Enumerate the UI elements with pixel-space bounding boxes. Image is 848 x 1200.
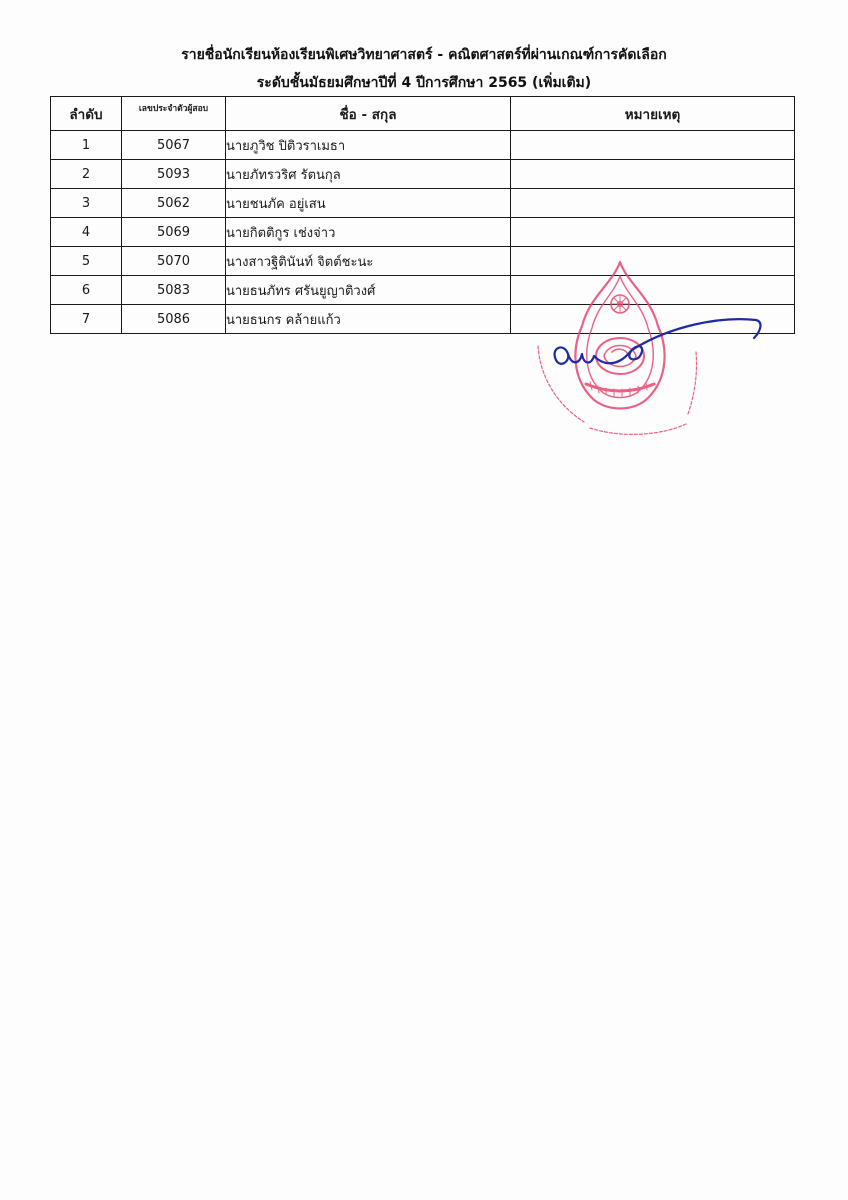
- cell-name: นางสาวฐิตินันท์ จิตต์ชะนะ: [226, 247, 511, 276]
- document-subtitle: ระดับชั้นมัธยมศึกษาปีที่ 4 ปีการศึกษา 2565 (เพิ่มเติม): [256, 75, 592, 91]
- cell-exam-id: 5086: [122, 305, 226, 334]
- cell-order: 3: [51, 189, 122, 218]
- table-header-row: [51, 97, 795, 131]
- stamp-area: [520, 256, 770, 456]
- cell-order: 2: [51, 160, 122, 189]
- cell-name: นายภูวิช ปิติวราเมธา: [226, 131, 511, 160]
- cell-note: [511, 189, 795, 218]
- header-name: ชื่อ - สกุล: [226, 97, 511, 131]
- table-row: [51, 218, 795, 247]
- cell-name: นายธนกร คล้ายแก้ว: [226, 305, 511, 334]
- cell-exam-id: 5083: [122, 276, 226, 305]
- cell-note: [511, 131, 795, 160]
- header-order: ลำดับ: [51, 97, 122, 131]
- cell-order: 1: [51, 131, 122, 160]
- school-seal-icon: [520, 256, 770, 456]
- cell-name: นายกิตติกูร เช่งจ่าว: [226, 218, 511, 247]
- cell-note: [511, 160, 795, 189]
- cell-exam-id: 5062: [122, 189, 226, 218]
- cell-order: 4: [51, 218, 122, 247]
- cell-note: [511, 218, 795, 247]
- cell-name: นายชนภัค อยู่เสน: [226, 189, 511, 218]
- cell-exam-id: 5093: [122, 160, 226, 189]
- table-row: [51, 131, 795, 160]
- cell-name: นายภัทรวริศ รัตนกุล: [226, 160, 511, 189]
- header-exam-id: เลขประจำตัวผู้สอบ: [122, 97, 226, 131]
- table-row: [51, 189, 795, 218]
- table-row: [51, 160, 795, 189]
- cell-exam-id: 5067: [122, 131, 226, 160]
- cell-name: นายธนภัทร ศรันยูญาติวงศ์: [226, 276, 511, 305]
- document-title: รายชื่อนักเรียนห้องเรียนพิเศษวิทยาศาสตร์ - คณิตศาสตร์ที่ผ่านเกณฑ์การคัดเลือก: [181, 47, 667, 63]
- cell-order: 7: [51, 305, 122, 334]
- cell-order: 5: [51, 247, 122, 276]
- cell-order: 6: [51, 276, 122, 305]
- header-note: หมายเหตุ: [511, 97, 795, 131]
- cell-exam-id: 5070: [122, 247, 226, 276]
- cell-exam-id: 5069: [122, 218, 226, 247]
